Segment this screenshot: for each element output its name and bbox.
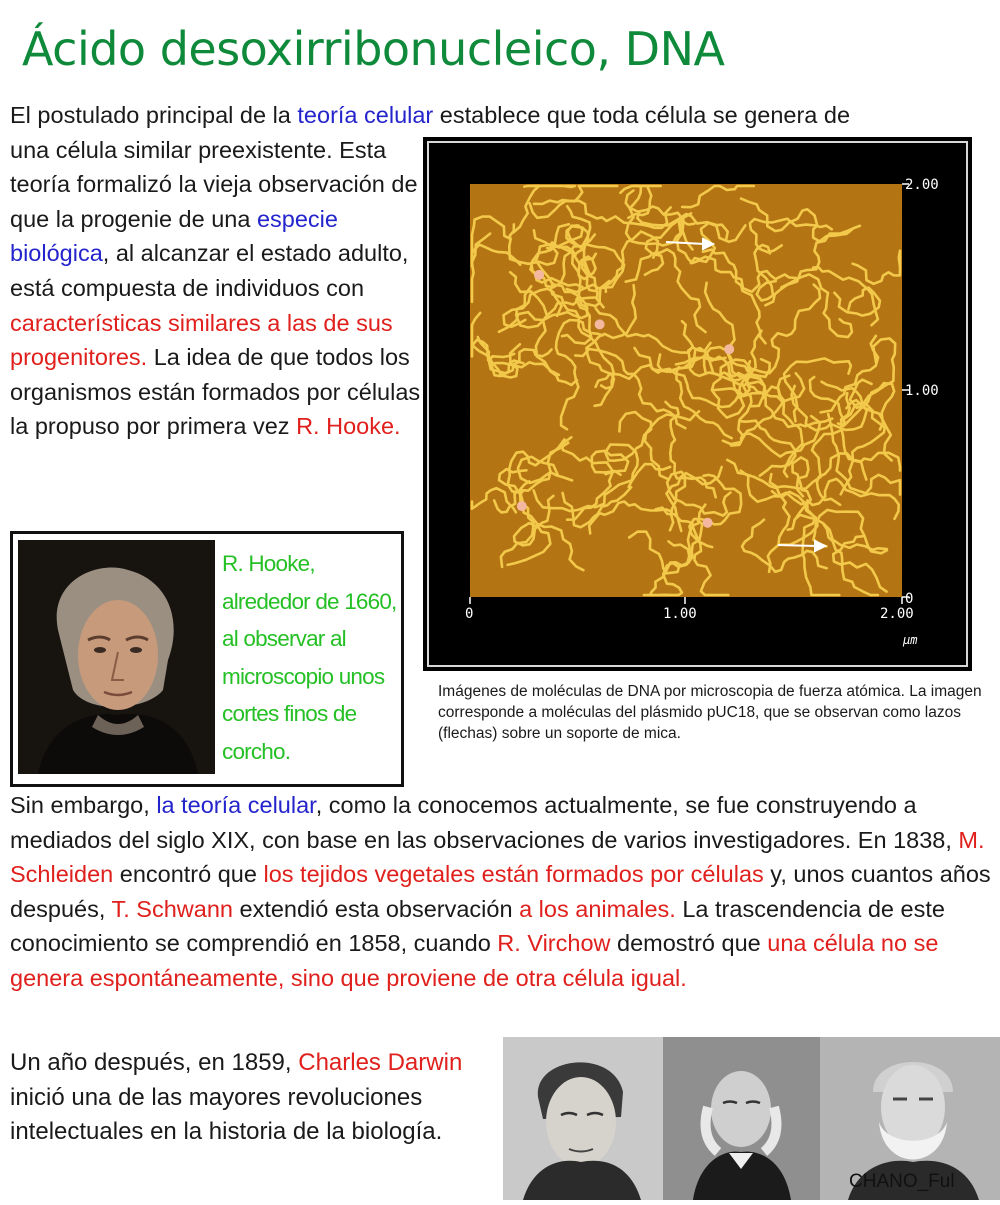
link-especie-biologica[interactable]: especie biológica [10,205,338,267]
text-segment: El postulado principal de la [10,102,298,128]
text-segment: La trascendencia de este conocimiento se comprendió en 1858, cuando [10,895,945,957]
bright-spot [517,501,527,511]
text-segment: encontró que [113,861,264,888]
highlight-schleiden: M. Schleiden [10,826,985,888]
intro-paragraph [10,98,851,444]
text-segment: inició una de las mayores revoluciones intelectuales en la historia de la biología. [10,1083,443,1146]
text-segment: establece que toda célula se genera de [433,102,851,128]
highlight-schwann: T. Schwann [111,895,233,922]
watermark: CHANO_Ful [849,1171,955,1192]
portrait-illustration [18,540,215,774]
text-segment: , como la conocemos actualmente, se fue construyendo a mediados del siglo XIX, con base en las observaciones de varios investigadores. En 1838, [10,792,959,853]
y-tick-label: 2.00 [905,177,939,193]
highlight-celula: una célula no se genera espontáneamente, sino que proviene de otra célula igual. [10,930,939,991]
highlight-virchow: R. Virchow [497,930,611,957]
highlight-hooke: R. Hooke. [296,413,401,440]
y-tick-label: 1.00 [905,383,939,399]
afm-image-frame [423,137,972,671]
history-paragraph [10,788,995,996]
text-segment: Sin embargo, [10,792,157,818]
link-la-teoria-celular[interactable]: la teoría celular [156,792,316,818]
highlight-darwin: Charles Darwin [298,1049,463,1076]
afm-dna-image [423,137,972,671]
x-tick-label: 2.00 [880,606,914,622]
hooke-caption: R. Hooke, alrededor de 1660, al observar al microscopio unos cortes finos de corcho. [222,551,397,764]
bright-spot [724,344,734,354]
x-tick-label: 1.00 [663,606,697,622]
highlight-caracteristicas: características similares a las de sus progenitores. [10,309,393,371]
text-segment: La idea de que todos los organismos están formados por células la propuso por primera vez [10,344,421,440]
text-segment: y, unos cuantos años después, [10,861,991,922]
y-tick-label: 0 [905,591,914,607]
text-segment: una célula similar preexistente. Esta teoría formalizó la vieja observación de que la progenie de una [10,136,418,232]
highlight-tejidos: los tejidos vegetales están formados por células [263,861,764,888]
page-title: Ácido desoxirribonucleico, DNA [22,22,725,76]
text-segment: extendió esta observación [232,895,520,922]
text-segment: , al alcanzar el estado adulto, está compuesta de individuos con [10,240,409,301]
text-segment: Un año después, en 1859, [10,1049,299,1076]
bright-spot [534,270,544,280]
link-teoria-celular[interactable]: teoría celular [297,102,434,128]
darwin-paragraph [10,1046,520,1150]
hooke-portrait [18,540,215,774]
x-tick-label: 0 [465,606,474,622]
text-segment: demostró que [610,930,768,957]
unit-label: μm [903,633,918,647]
bright-spot [595,319,605,329]
afm-figure-caption: Imágenes de moléculas de DNA por microscopia de fuerza atómica. La imagen corresponde a moléculas del plásmido pUC18, que se observan como lazos (flechas) sobre un soporte de mica. [438,683,982,742]
bright-spot [703,518,713,528]
highlight-animales: a los animales. [519,895,676,922]
